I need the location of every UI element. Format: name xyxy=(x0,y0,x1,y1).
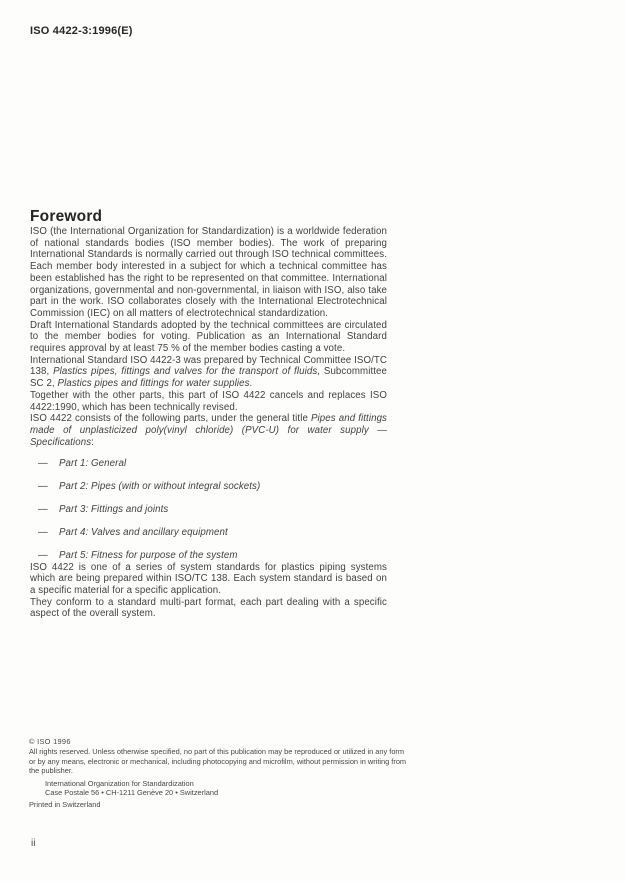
list-item-part-1 xyxy=(30,458,387,470)
list-item-part-2 xyxy=(30,481,387,493)
rights-reserved-text: All rights reserved. Unless otherwise specified, no part of this publication may be reproduced or utilized in any form or by any means, electronic or mechanical, including photocopying and microfilm, without permission in writing from the publisher. xyxy=(29,747,407,775)
list-item-label: Part 3: Fittings and joints xyxy=(59,504,169,516)
text-segment-italic: Plastics pipes, fittings and valves for the transport of fluids xyxy=(53,366,318,378)
list-item-dash: — xyxy=(38,549,48,561)
text-column xyxy=(30,0,387,620)
document-reference-header: ISO 4422-3:1996(E) xyxy=(30,25,133,37)
text-segment-italic: Plastics pipes and fittings for water supplies xyxy=(57,378,250,390)
section-title-foreword: Foreword xyxy=(30,208,103,225)
text-segment: : xyxy=(91,436,94,448)
text-segment-italic: Pipes and fittings made of unplasticized poly(vinyl chloride) (PVC-U) for water supply — Specifications xyxy=(30,413,388,448)
list-item-label: Part 2: Pipes (with or without integral sockets) xyxy=(59,481,261,493)
list-item-dash: — xyxy=(38,504,48,516)
paragraph-draft-standards: Draft International Standards adopted by the technical committees are circulated to the member bodies for voting. Publication as an International Standard requires approval by at least 75 % of the member bodies casting a vote. xyxy=(30,319,387,355)
list-item-label: Part 1: General xyxy=(59,458,127,470)
list-item-part-4 xyxy=(30,527,387,539)
copyright-notice: © ISO 1996 xyxy=(29,737,71,746)
text-segment: International Standard ISO 4422-3 was prepared by Technical Committee ISO/TC 138, xyxy=(30,354,387,378)
text-segment: , Subcommittee SC 2, xyxy=(30,366,387,390)
paragraph-prepared-by xyxy=(30,355,387,390)
list-item-dash: — xyxy=(38,527,48,539)
publisher-organization: International Organization for Standardization xyxy=(45,779,194,789)
text-segment: . xyxy=(249,378,253,390)
list-item-dash: — xyxy=(38,458,48,470)
list-item-label: Part 4: Valves and ancillary equipment xyxy=(59,527,228,539)
paragraph-multipart-format: They conform to a standard multi-part format, each part dealing with a specific aspect of the overall system. xyxy=(30,596,387,620)
copyright-footer xyxy=(29,737,408,810)
paragraph-system-standards: ISO 4422 is one of a series of system standards for plastics piping systems which are being prepared within ISO/TC 138. Each system standard is based on a specific material for a specific application. xyxy=(30,561,387,597)
text-segment: ISO 4422 consists of the following parts, under the general title xyxy=(30,413,311,425)
page-number: ii xyxy=(31,838,36,849)
list-item-part-3 xyxy=(30,504,387,516)
list-item-part-5 xyxy=(30,550,387,562)
parts-list xyxy=(30,458,387,561)
paragraph-cancels-replaces: Together with the other parts, this part of ISO 4422 cancels and replaces ISO 4422:1990, which has been technically revised. xyxy=(30,389,387,413)
list-item-dash: — xyxy=(38,481,48,493)
publisher-address: Case Postale 56 • CH-1211 Genève 20 • Switzerland xyxy=(45,788,219,798)
paragraph-iso-description: ISO (the International Organization for Standardization) is a worldwide federation of national standards bodies (ISO member bodies). The work of preparing International Standards is normally carried out through ISO technical committees. Each member body interested in a subject for which a technical committee has been established has the right to be represented on that committee. International organizations, governmental and non-governmental, in liaison with ISO, also take part in the work. ISO collaborates closely with the International Electrotechnical Commission (IEC) on all matters of electrotechnical standardization. xyxy=(30,226,387,319)
printed-in-line: Printed in Switzerland xyxy=(29,800,101,810)
list-item-label: Part 5: Fitness for purpose of the system xyxy=(59,549,238,561)
paragraph-general-title xyxy=(30,413,387,448)
